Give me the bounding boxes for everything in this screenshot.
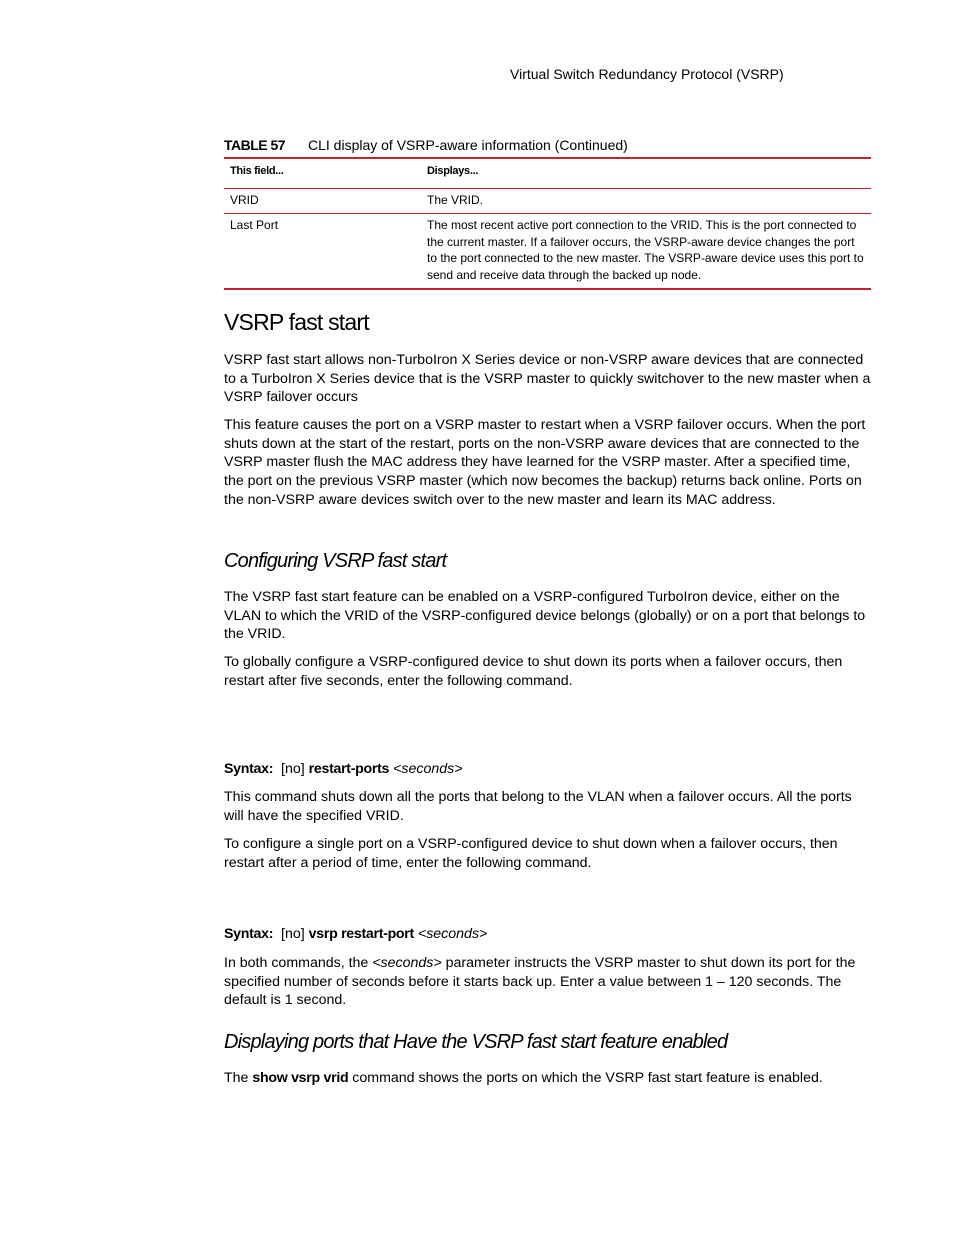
subsection-title: Displaying ports that Have the VSRP fast start feature enabled (224, 1031, 728, 1053)
subsection-title: Configuring VSRP fast start (224, 550, 447, 572)
paragraph: To configure a single port on a VSRP-configured device to shut down when a failover occurs, then restart after a period of time, enter the following command. (224, 836, 838, 871)
syntax-command: vsrp restart-port (308, 926, 414, 942)
syntax-optional: [no] (281, 926, 305, 942)
column-header-displays: Displays... (427, 165, 479, 177)
paragraph: The VSRP fast start feature can be enabled on a VSRP-configured TurboIron device, either on the VLAN to which the VRID of the VSRP-configured device belongs (globally) or on a port that belongs to the VRID. (224, 589, 866, 643)
paragraph: To globally configure a VSRP-configured device to shut down its ports when a failover occurs, then restart after five seconds, enter the following command. (224, 654, 843, 689)
syntax-label: Syntax: (224, 926, 274, 942)
syntax-optional: [no] (281, 761, 305, 777)
table-number: TABLE 57 (224, 137, 286, 153)
table-cell-field: VRID (230, 192, 259, 207)
section-title: VSRP fast start (224, 309, 369, 335)
paragraph: This feature causes the port on a VSRP master to restart when a VSRP failover occurs. When the port shuts down at the start of the restart, ports on the non-VSRP aware devices that are connected to the VSRP master flush the MAC address they have learned for the VSRP master. After a specified time, the port on the previous VSRP master (which now becomes the backup) returns back online. Ports on the non-VSRP aware devices switch over to the new master and learn its MAC address. (224, 417, 866, 508)
table-caption (224, 137, 870, 153)
text-run: The (224, 1070, 253, 1086)
paragraph: This command shuts down all the ports that belong to the VLAN when a failover occurs. All the ports will have the specified VRID. (224, 789, 852, 824)
paragraph: VSRP fast start allows non-TurboIron X Series device or non-VSRP aware devices that are connected to a TurboIron X Series device that is the VSRP master to quickly switchover to the new master when a VSRP failover occurs (224, 352, 871, 406)
text-run: In both commands, the (224, 955, 373, 971)
syntax-line (224, 925, 874, 944)
running-header: Virtual Switch Redundancy Protocol (VSRP) (510, 66, 784, 82)
vsrp-aware-table (224, 157, 871, 290)
table-cell-displays: The VRID. (427, 192, 484, 207)
syntax-parameter: <seconds> (393, 761, 463, 777)
text-run: command shows the ports on which the VSRP fast start feature is enabled. (348, 1070, 823, 1086)
table-header-row (224, 158, 871, 188)
column-header-field: This field... (230, 165, 284, 177)
table-row (224, 188, 871, 214)
syntax-line (224, 760, 874, 779)
text-run: parameter instructs the VSRP master to shut down its port for the specified number of seconds before it starts back up. Enter a value between 1 – 120 seconds. The default is 1 second. (224, 955, 856, 1009)
inline-parameter: <seconds> (372, 955, 442, 971)
paragraph (224, 954, 874, 1010)
syntax-command: restart-ports (308, 761, 390, 777)
table-row (224, 214, 871, 290)
inline-command: show vsrp vrid (252, 1070, 349, 1086)
syntax-parameter: <seconds> (417, 926, 488, 942)
table-cell-field: Last Port (230, 218, 279, 232)
table-cell-displays: The most recent active port connection to the VRID. This is the port connected to the current master. If a failover occurs, the VSRP-aware device changes the port to the port connected to the new master. The VSRP-aware device uses this port to send and receive data through the backed up node. (427, 218, 864, 282)
paragraph (224, 1069, 874, 1088)
syntax-label: Syntax: (224, 761, 274, 777)
table-caption-text: CLI display of VSRP-aware information (Continued) (308, 137, 628, 153)
